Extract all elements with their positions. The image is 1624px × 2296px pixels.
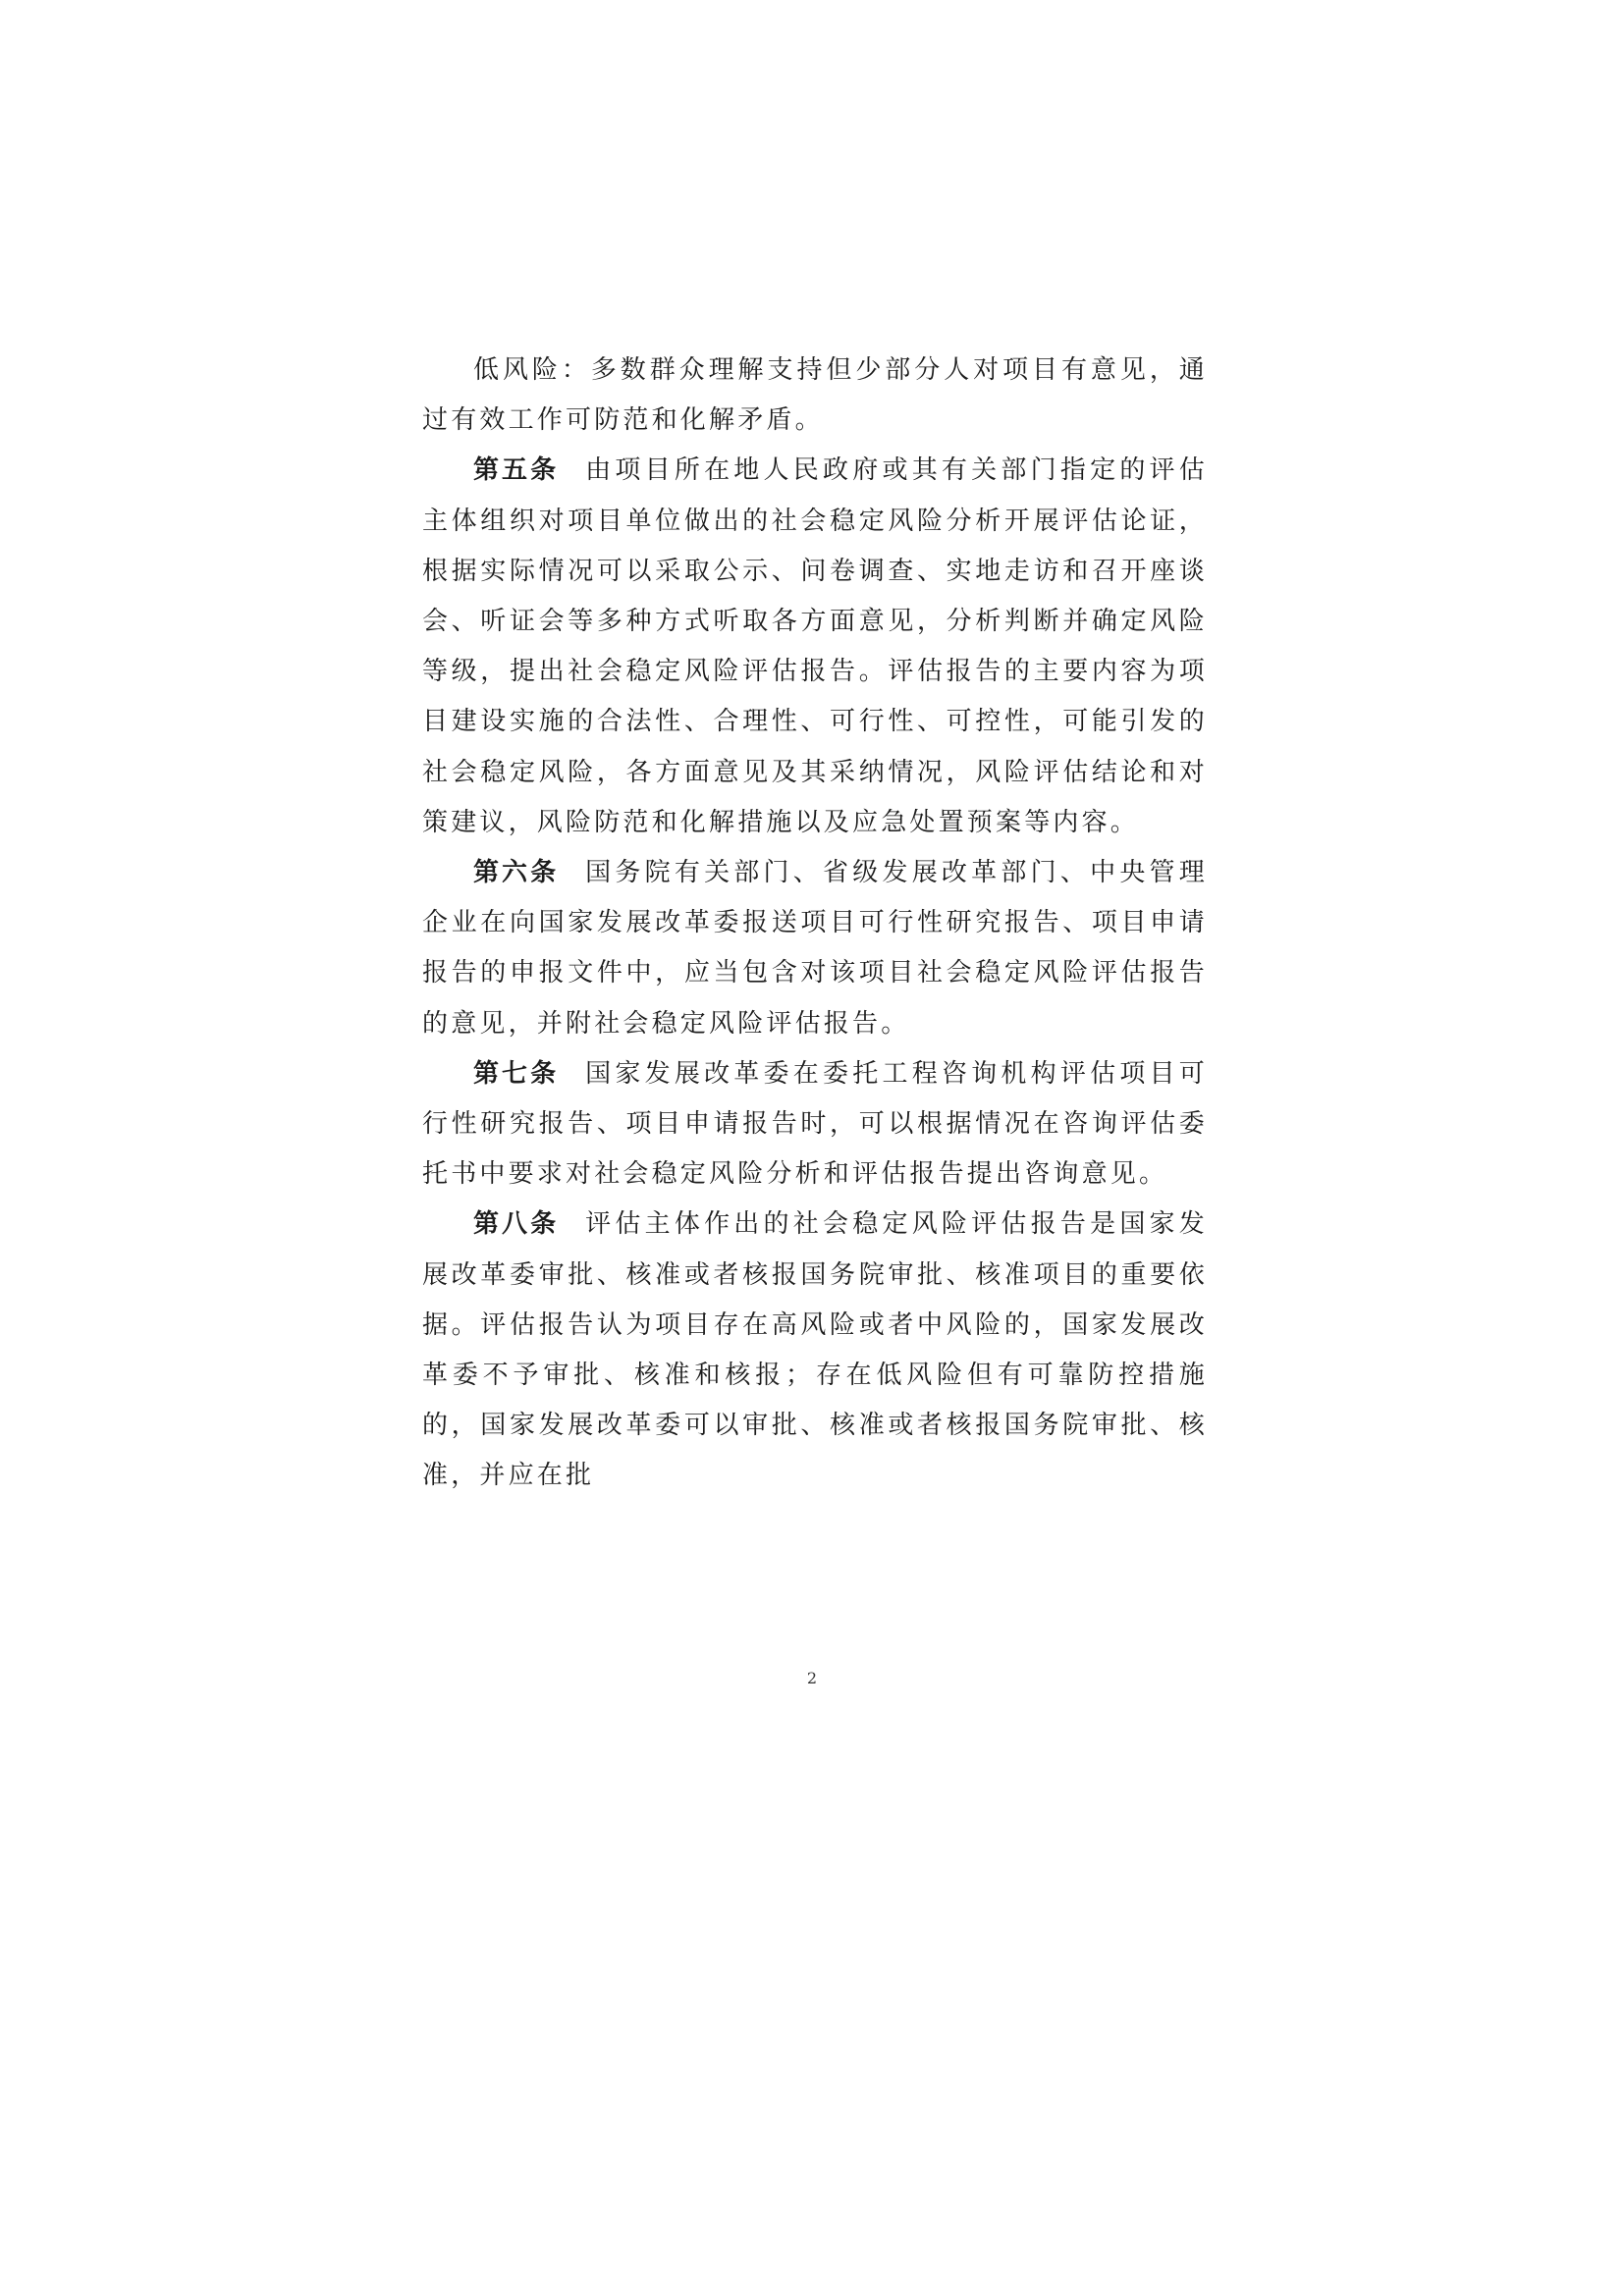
article-label: 第八条: [473, 1209, 560, 1240]
paragraph-article-5: [422, 446, 1208, 848]
paragraph-article-6: [422, 848, 1208, 1049]
paragraph-text: 评估主体作出的社会稳定风险评估报告是国家发展改革委审批、核准或者核报国务院审批、核准项目的重要依据。评估报告认为项目存在高风险或者中风险的，国家发展改革委不予审批、核准和核报；存在低风险但有可靠防控措施的，国家发展改革委可以审批、核准或者核报国务院审批、核准，并应在批: [422, 1209, 1208, 1491]
article-label: 第六条: [473, 858, 560, 888]
paragraph-text: 国家发展改革委在委托工程咨询机构评估项目可行性研究报告、项目申请报告时，可以根据情况在咨询评估委托书中要求对社会稳定风险分析和评估报告提出咨询意见。: [422, 1058, 1208, 1190]
paragraph-text: 由项目所在地人民政府或其有关部门指定的评估主体组织对项目单位做出的社会稳定风险分析开展评估论证，根据实际情况可以采取公示、问卷调查、实地走访和召开座谈会、听证会等多种方式听取各方面意见，分析判断并确定风险等级，提出社会稳定风险评估报告。评估报告的主要内容为项目建设实施的合法性、合理性、可行性、可控性，可能引发的社会稳定风险，各方面意见及其采纳情况，风险评估结论和对策建议，风险防范和化解措施以及应急处置预案等内容。: [422, 455, 1208, 837]
paragraph-article-7: [422, 1049, 1208, 1201]
paragraph-article-8: [422, 1200, 1208, 1501]
paragraph-text: 国务院有关部门、省级发展改革部门、中央管理企业在向国家发展改革委报送项目可行性研究报告、项目申请报告的申报文件中，应当包含对该项目社会稳定风险评估报告的意见，并附社会稳定风险评估报告。: [422, 858, 1208, 1039]
body-text: [422, 346, 1208, 1502]
page-number: 2: [806, 1669, 818, 1687]
article-label: 第七条: [473, 1058, 560, 1089]
article-label: 第五条: [473, 455, 560, 486]
paragraph-low-risk: [422, 346, 1208, 446]
paragraph-text: 低风险：多数群众理解支持但少部分人对项目有意见，通过有效工作可防范和化解矛盾。: [422, 355, 1208, 436]
